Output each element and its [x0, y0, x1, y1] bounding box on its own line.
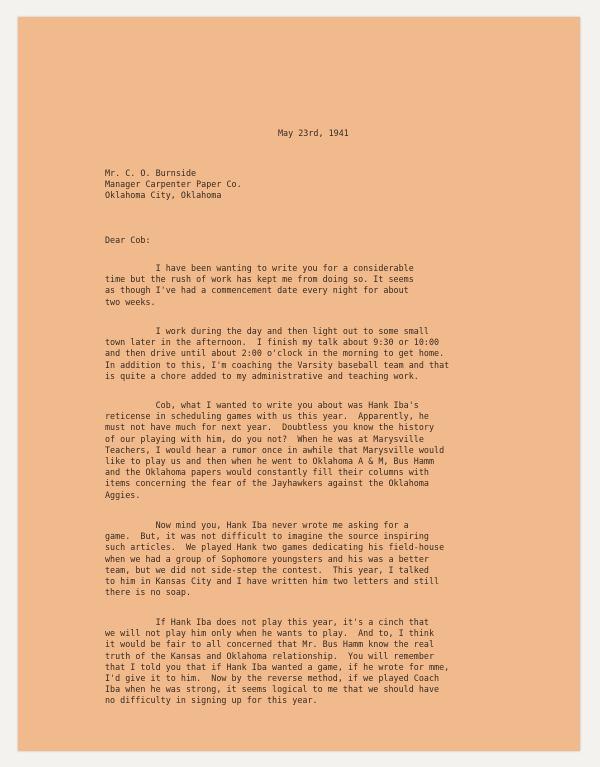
- paragraph-1: [105, 263, 565, 308]
- text-line: that I told you that if Hank Iba wanted a game, if he wrote for mme,: [105, 661, 450, 672]
- text-line: and the Oklahoma papers would constantly fill their columns with: [105, 467, 429, 478]
- text-line: I'd give it to him. Now by the reverse method, if we played Coach: [105, 673, 440, 684]
- text-line: team, but we did not side-step the contest. This year, I talked: [105, 564, 429, 575]
- text-line: In addition to this, I'm coaching the Varsity baseball team and that: [105, 359, 450, 370]
- text-line: Cob, what I wanted to write you about was Hank Iba's: [105, 400, 419, 410]
- paragraph-5: [105, 617, 565, 707]
- text-line: items concerning the fear of the Jayhawkers against the Oklahoma: [105, 478, 429, 489]
- paragraph-4: [105, 520, 565, 598]
- paragraph-3: [105, 400, 565, 501]
- text-line: when we had a group of Sophomore youngsters and his was a better: [105, 553, 429, 564]
- letter-page: [18, 17, 580, 751]
- text-line: If Hank Iba does not play this year, it's a cinch that: [105, 617, 429, 627]
- text-line: and then drive until about 2:00 o'clock in the morning to get home.: [105, 348, 445, 359]
- text-line: such articles. We played Hank two games dedicating his field-house: [105, 542, 445, 553]
- text-line: time but the rush of work has kept me from doing so. It seems: [105, 274, 414, 285]
- text-line: Now mind you, Hank Iba never wrote me asking for a: [105, 520, 409, 530]
- salutation: Dear Cob:: [105, 235, 151, 245]
- text-line: game. But, it was not difficult to imagine the source inspiring: [105, 531, 429, 542]
- text-line: of our playing with him, do you not? When he was at Marysville: [105, 433, 424, 444]
- text-line: I have been wanting to write you for a considerable: [105, 263, 414, 273]
- text-line: to him in Kansas City and I have written him two letters and still: [105, 576, 440, 587]
- text-line: there is no soap.: [105, 587, 192, 598]
- paragraph-2: [105, 326, 565, 382]
- recipient-name: Mr. C. O. Burnside: [105, 168, 197, 178]
- text-line: we will not play him only when he wants to play. And to, I think: [105, 628, 435, 639]
- text-line: Teachers, I would hear a rumor once in awhile that Marysville would: [105, 444, 445, 455]
- text-line: no difficulty in signing up for this year.: [105, 695, 318, 706]
- text-line: is quite a chore added to my administrative and teaching work.: [105, 370, 419, 381]
- text-line: like to play us and then when he went to Oklahoma A & M, Bus Hamm: [105, 456, 435, 467]
- text-line: must not have much for next year. Doubtless you know the history: [105, 422, 435, 433]
- recipient-city: Oklahoma City, Oklahoma: [105, 190, 222, 201]
- text-line: it would be fair to all concerned that Mr. Bus Hamm know the real: [105, 639, 435, 650]
- text-line: Iba when he was strong, it seems logical to me that we should have: [105, 684, 440, 695]
- text-line: town later in the afternoon. I finish my talk about 9:30 or 10:00: [105, 337, 440, 348]
- recipient-title: Manager Carpenter Paper Co.: [105, 179, 242, 190]
- letter-date: May 23rd, 1941: [278, 128, 349, 138]
- text-line: Aggies.: [105, 489, 141, 500]
- text-line: as though I've had a commencement date every night for about: [105, 285, 409, 296]
- letter-body: [18, 17, 580, 751]
- text-line: truth of the Kansas and Oklahoma relationship. You will remember: [105, 650, 435, 661]
- text-line: reticense in scheduling games with us this year. Apparently, he: [105, 411, 429, 422]
- text-line: I work during the day and then light out to some small: [105, 326, 429, 336]
- text-line: two weeks.: [105, 296, 156, 307]
- recipient-address: [105, 168, 242, 202]
